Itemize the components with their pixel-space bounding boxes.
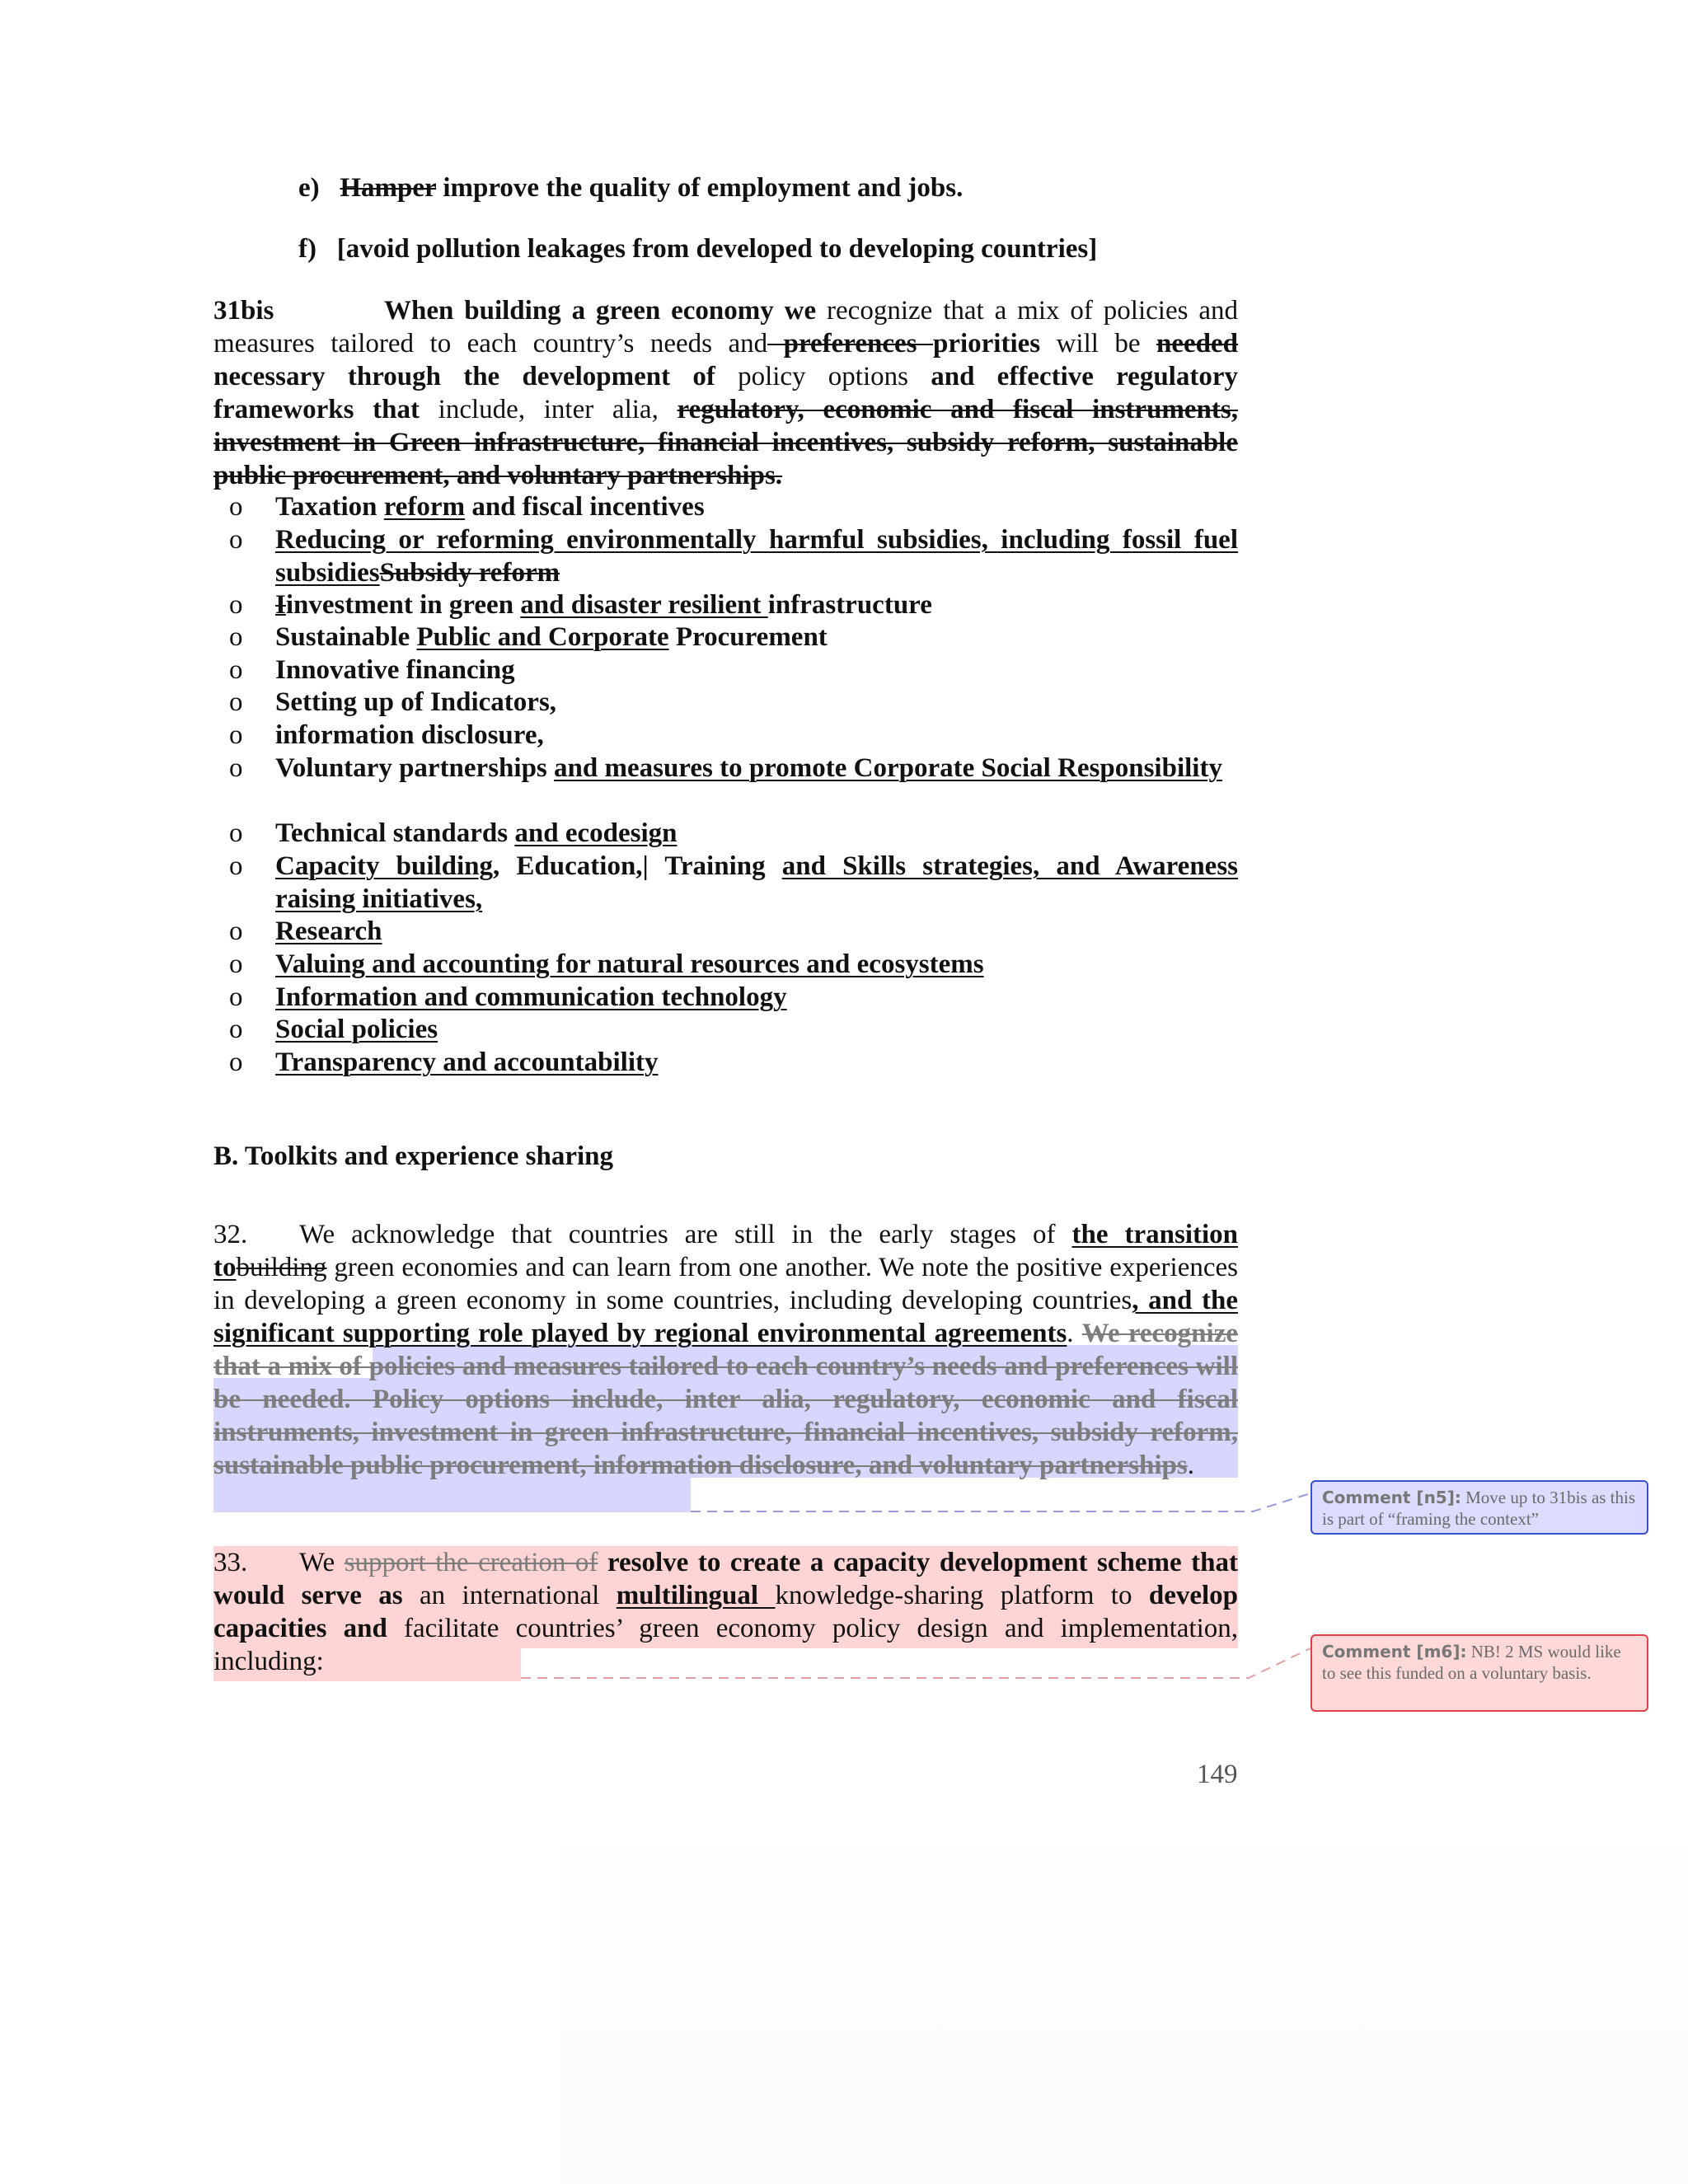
bullet-item: Innovative financing [275, 655, 515, 685]
bullet-marker: o [229, 818, 243, 848]
p31-s10: include, inter alia, [419, 395, 678, 424]
text-run: . [1067, 1319, 1082, 1348]
p31-s2: recognize that a mix of policies and measures tailored to each country’s needs and [213, 296, 1238, 359]
text-run: building [236, 1253, 327, 1282]
p31-s6: needed [1156, 329, 1239, 359]
comment-balloon-n5[interactable] [1311, 1480, 1648, 1535]
para-32-number: 32. [213, 1220, 248, 1249]
bullet-text-run: Procurement [668, 622, 828, 652]
text-run: green economies and can learn from one another. We note the positive experiences in developing a green economy in some countries, including developing countries [213, 1253, 1238, 1315]
item-e-label: e) [298, 173, 320, 203]
bullet-marker: o [229, 655, 243, 685]
bullet-text-run: and fiscal incentives [465, 492, 705, 522]
bullet-marker: o [229, 687, 243, 717]
bullet-text-run: Public and Corporate [416, 622, 669, 652]
bullet-marker: o [229, 720, 243, 750]
comment-m6-body: NB! 2 MS would like to see this funded on a voluntary basis. [1322, 1642, 1621, 1683]
bullet-text-run: I [275, 590, 286, 620]
bullet-text-run: Capacity building [275, 851, 494, 881]
bullet-marker: o [229, 1015, 243, 1044]
bullet-marker: o [229, 525, 243, 555]
bullet-text-run: and Skills strategies, and Awareness raising initiatives, [275, 851, 1239, 914]
bullet-text-run: Transparency and accountability [275, 1047, 659, 1077]
comment-n5-header: Comment [n5]: [1322, 1488, 1461, 1507]
item-f-text: [avoid pollution leakages from developed to developing countries] [336, 234, 1098, 264]
text-run: knowledge-sharing platform to [775, 1581, 1149, 1610]
bullet-text-run: Taxation [275, 492, 384, 522]
bullet-text-run: and ecodesign [514, 818, 678, 848]
p31-s5: will be [1040, 329, 1157, 359]
text-run: We acknowledge that countries are still in the early stages of [299, 1220, 1072, 1249]
bullet-text-run: reform [383, 492, 466, 522]
bullet-text-run: and disaster resilient [520, 590, 768, 620]
bullet-text-run: Information and communication technology [275, 982, 787, 1012]
text-run: We [299, 1548, 345, 1577]
text-run: an international [402, 1581, 617, 1610]
page-number: 149 [1197, 1760, 1238, 1789]
bullet-marker: o [229, 949, 243, 979]
comment-balloon-m6[interactable] [1311, 1634, 1648, 1712]
bullet-item: Setting up of Indicators, [275, 687, 557, 717]
p31-s7: necessary through the development of [213, 362, 715, 391]
bullet-text-run: Research [275, 916, 382, 946]
bullet-marker: o [229, 590, 243, 620]
item-e-text: improve the quality of employment and jobs. [436, 173, 964, 203]
text-run: support the creation of [344, 1548, 598, 1577]
text-run: the transition to [213, 1220, 1238, 1282]
section-heading: B. Toolkits and experience sharing [213, 1141, 613, 1171]
p31-s9: and effective regulatory frameworks that [213, 362, 1238, 424]
comment-m6-header: Comment [m6]: [1322, 1642, 1467, 1661]
text-run: We recognize that a mix of policies and measures tailored to each country’s needs and preferences will be needed. Policy options include, inter alia, regulatory, economic and fiscal instruments, investment in green infrastructure, financial incentives, subsidy reform, sustainable public procurement, information disclosure, and voluntary partnerships [213, 1319, 1238, 1480]
bullet-text-run: infrastructure [767, 590, 932, 620]
bullet-text-run: Subsidy reform [379, 558, 560, 588]
p31-s1: When building a green economy we [384, 296, 817, 326]
text-run: , and the significant supporting role played by regional environmental agreements [213, 1286, 1238, 1348]
bullet-text-run: Voluntary partnerships [275, 753, 555, 783]
text-run: multilingual [616, 1581, 776, 1610]
bullet-text-run: , Education,| Training [493, 851, 782, 881]
bullet-marker: o [229, 1047, 243, 1077]
text-run: . [1187, 1451, 1194, 1480]
bullet-marker: o [229, 622, 243, 652]
para-31bis-number: 31bis [213, 296, 274, 326]
bullet-text-run: Sustainable [275, 622, 417, 652]
bullet-text-run: Social policies [275, 1015, 438, 1044]
bullet-item: information disclosure, [275, 720, 544, 750]
bullet-text-run: Technical standards [275, 818, 515, 848]
p31-s8: policy options [715, 362, 931, 391]
p31-s4: priorities [932, 329, 1041, 359]
comment-n5-body: Move up to 31bis as this is part of “framing the context” [1322, 1488, 1636, 1529]
p31-s11: regulatory, economic and fiscal instruments, investment in Green infrastructure, financial incentives, subsidy reform, sustainable public procurement, and voluntary partnerships. [213, 395, 1238, 490]
bullet-text-run: investment in green [285, 590, 521, 620]
item-e-deleted: Hamper [340, 173, 437, 203]
bullet-marker: o [229, 753, 243, 783]
bullet-text-run: and measures to promote Corporate Social Responsibility [554, 753, 1222, 783]
para-33-number: 33. [213, 1548, 248, 1577]
item-f-label: f) [298, 234, 316, 264]
bullet-marker: o [229, 916, 243, 946]
text-run: facilitate countries’ green economy policy design and implementation, including: [213, 1614, 1239, 1676]
text-run: develop capacities and [213, 1581, 1239, 1643]
bullet-text-run: Valuing and accounting for natural resources and ecosystems [275, 949, 984, 979]
p31-s3: preferences [767, 329, 933, 359]
bullet-text-run: Reducing or reforming environmentally harmful subsidies, including fossil fuel subsidies [275, 525, 1238, 588]
bullet-marker: o [229, 492, 243, 522]
text-run: resolve to create a capacity development scheme that would serve as [213, 1548, 1239, 1610]
bullet-marker: o [229, 982, 243, 1012]
bullet-marker: o [229, 851, 243, 881]
